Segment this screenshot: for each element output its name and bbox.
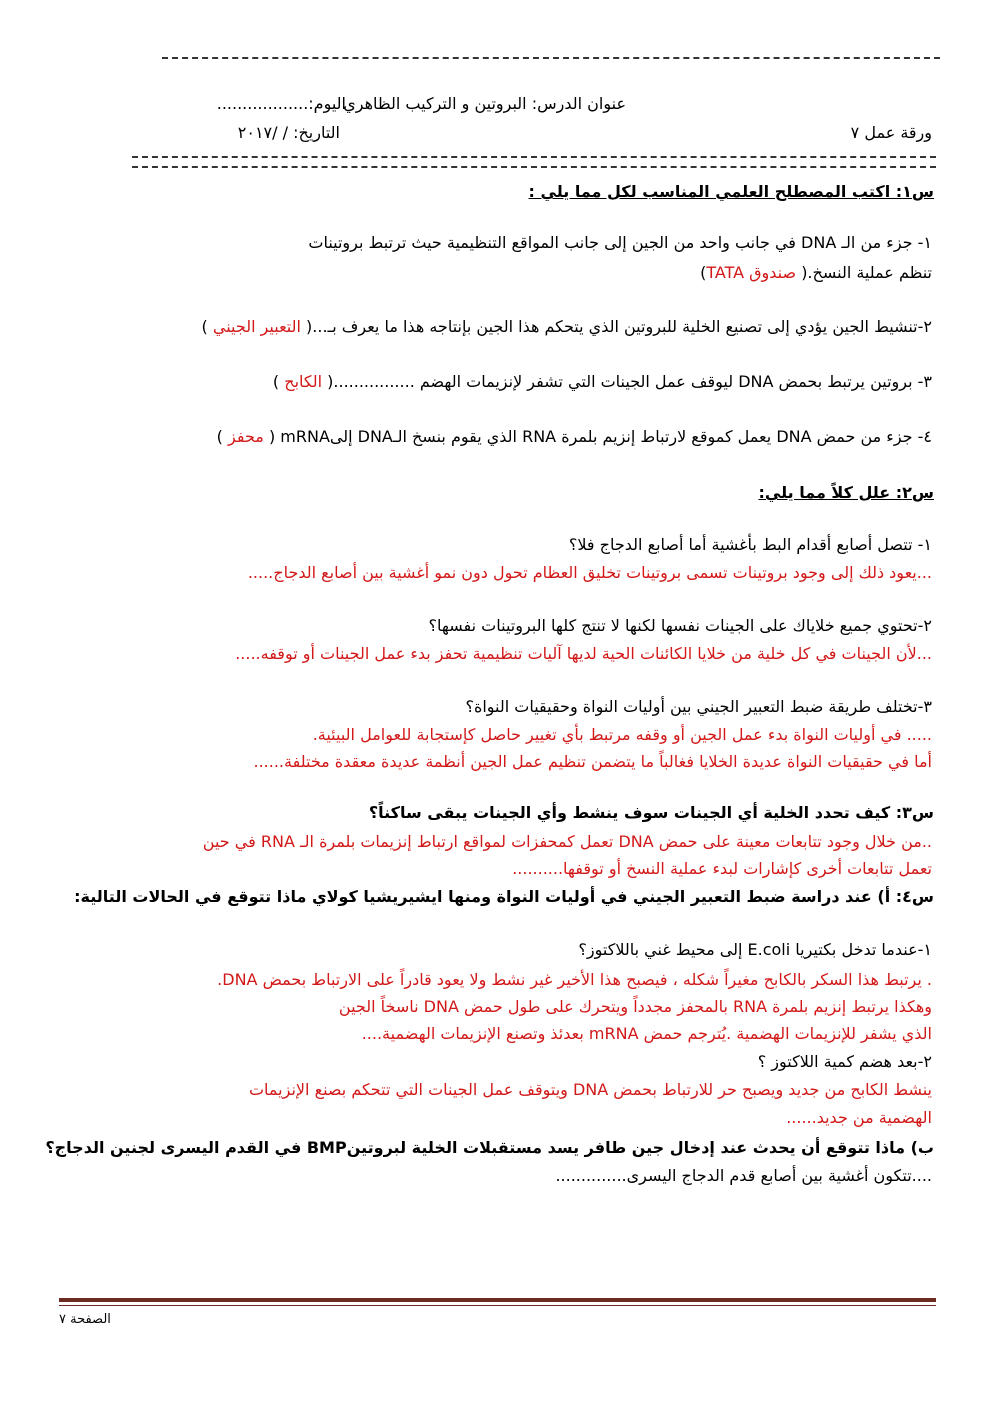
q2-item3-answer-2: أما في حقيقيات النواة عديدة الخلايا فغالباً ما يتضمن تنظيم عمل الجين أنظمة عديدة معقدة مختلفة...... bbox=[253, 752, 932, 771]
header-lesson-title: عنوان الدرس: البروتين و التركيب الظاهري bbox=[343, 94, 626, 113]
q1-item1-answer: صندوق TATA bbox=[706, 263, 797, 282]
q1-item2-close: ) bbox=[201, 317, 208, 336]
q2-item2-answer: ...لأن الجينات في كل خلية من خلايا الكائنات الحية لديها آليات تنظيمية تحفز بدء عمل الجينات أو توقفه..... bbox=[235, 644, 932, 663]
q2-item3-question: ٣-تختلف طريقة ضبط التعبير الجيني بين أوليات النواة وحقيقيات النواة؟ bbox=[465, 697, 932, 716]
q2-item1-question: ١- تتصل أصابع أقدام البط بأغشية أما أصابع الدجاج فلا؟ bbox=[568, 535, 932, 554]
q1-item1-close: ) bbox=[700, 263, 707, 282]
q4-case2-answer-1: ينشط الكابح من جديد ويصبح حر للارتباط بحمض DNA ويتوقف عمل الجينات التي تتحكم بصنع الإنزيمات bbox=[248, 1080, 932, 1099]
q1-item3-close: ) bbox=[272, 372, 280, 391]
footer-rule-thick bbox=[59, 1298, 936, 1302]
q1-item1-question: تنظم عملية النسخ.( bbox=[801, 263, 932, 282]
q2-item1-answer: ...يعود ذلك إلى وجود بروتينات تسمى بروتينات تخليق العظام تحول دون نمو أغشية بين أصابع الدجاج..... bbox=[247, 563, 932, 582]
header-worksheet: ورقة عمل ٧ bbox=[850, 123, 932, 142]
q1-item4-close: ) bbox=[216, 427, 223, 446]
q1-item1-line2 bbox=[700, 263, 932, 282]
header-day: اليوم:.................. bbox=[216, 94, 346, 113]
q1-item4-question: ٤- جزء من حمض DNA يعمل كموقع لارتباط إنزيم بلمرة RNA الذي يقوم بنسخ الـDNA إلىmRNA ( bbox=[268, 427, 932, 446]
q1-item2-question: ٢-تنشيط الجين يؤدي إلى تصنيع الخلية للبروتين الذي يتحكم هذا الجين بإنتاجه هذا ما يعرف بـ...( bbox=[306, 317, 932, 336]
q1-item4-answer: محفز bbox=[228, 427, 264, 446]
q3-answer-2: تعمل تتابعات أخرى كإشارات لبدء عملية النسخ أو توقفها.......... bbox=[512, 859, 932, 878]
q4-case2-question: ٢-بعد هضم كمية اللاكتوز ؟ bbox=[757, 1052, 932, 1071]
q1-item2-answer: التعبير الجيني bbox=[212, 317, 301, 336]
q4-case1-answer-2: وهكذا يرتبط إنزيم بلمرة RNA بالمحفز مجدداً ويتحرك على طول حمض DNA ناسخاً الجين bbox=[338, 997, 932, 1016]
q4-case2-answer-2: الهضمية من جديد...... bbox=[786, 1108, 932, 1127]
q3-title: س٣: كيف تحدد الخلية أي الجينات سوف ينشط وأي الجينات يبقى ساكناً؟ bbox=[368, 803, 934, 822]
q4-title: س٤: أ) عند دراسة ضبط التعبير الجيني في أوليات النواة ومنها ايشيريشيا كولاي ماذا تتوقع في الحالات التالية: bbox=[74, 887, 934, 906]
q1-item3-question: ٣- بروتين يرتبط بحمض DNA ليوقف عمل الجينات التي تشفر لإنزيمات الهضم ................( bbox=[327, 372, 932, 391]
q4-part-b-answer: ....تتكون أغشية بين أصابع قدم الدجاج اليسرى.............. bbox=[555, 1166, 932, 1185]
page-number: الصفحة ٧ bbox=[59, 1312, 111, 1327]
q2-item3-answer-1: ..... في أوليات النواة بدء عمل الجين أو وقفه مرتبط بأي تغيير حاصل كإستجابة للعوامل البيئية. bbox=[312, 725, 932, 744]
q2-title: س٢: علل كلاً مما يلي: bbox=[758, 483, 934, 502]
q1-item3-answer: الكابح bbox=[284, 372, 323, 391]
q4-part-b-question: ب) ماذا تتوقع أن يحدث عند إدخال جين طافر يسد مستقبلات الخلية لبروتينBMP في القدم اليسرى لجنين الدجاج؟ bbox=[45, 1138, 934, 1157]
q1-title: س١: اكتب المصطلح العلمي المناسب لكل مما يلي : bbox=[528, 182, 934, 201]
q4-case1-question: ١-عندما تدخل بكتيريا E.coli إلى محيط غني باللاكتوز؟ bbox=[578, 940, 932, 959]
q1-item1-line1: ١- جزء من الـ DNA في جانب واحد من الجين إلى جانب المواقع التنظيمية حيث ترتبط بروتينات bbox=[308, 233, 932, 252]
q3-answer-1: ..من خلال وجود تتابعات معينة على حمض DNA تعمل كمحفزات لمواقع ارتباط إنزيمات بلمرة الـ RNA في حين bbox=[202, 832, 932, 851]
q1-item3 bbox=[273, 372, 932, 391]
q2-item2-question: ٢-تحتوي جميع خلاياك على الجينات نفسها لكنها لا تنتج كلها البروتينات نفسها؟ bbox=[428, 616, 932, 635]
q4-case1-answer-1: . يرتبط هذا السكر بالكابح مغيراً شكله ، فيصبح هذا الأخير غير نشط ولا يعود قادراً على الارتباط بحمض DNA. bbox=[217, 970, 932, 989]
header-date: التاريخ: / /٢٠١٧ bbox=[237, 123, 340, 142]
top-dashed-rule bbox=[162, 57, 940, 59]
q1-item4 bbox=[217, 427, 932, 446]
header-double-rule bbox=[132, 156, 936, 168]
q4-case1-answer-3: الذي يشفر للإنزيمات الهضمية .يُترجم حمض mRNA بعدئذ وتصنع الإنزيمات الهضمية.... bbox=[361, 1024, 932, 1043]
q1-item2 bbox=[202, 317, 932, 336]
footer-rule-thin bbox=[59, 1305, 936, 1306]
